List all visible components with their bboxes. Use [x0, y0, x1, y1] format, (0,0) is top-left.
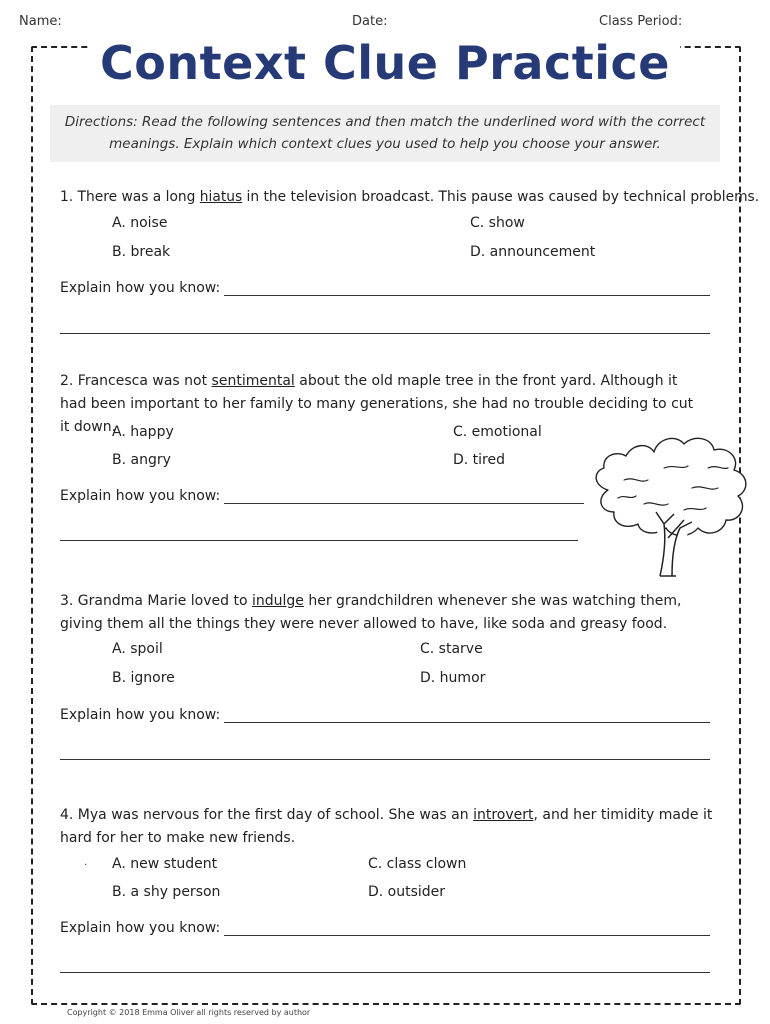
question-2-answer-line-1[interactable] — [224, 503, 584, 504]
question-3-explain-label: Explain how you know: — [60, 707, 221, 723]
question-4-answer-line-2[interactable] — [60, 972, 710, 973]
copyright-footer: Copyright © 2018 Emma Oliver all rights reserved by author — [67, 1008, 311, 1017]
question-4-explain-label: Explain how you know: — [60, 920, 221, 936]
question-1-explain-label: Explain how you know: — [60, 280, 221, 296]
page-title — [0, 36, 770, 90]
question-1-option-b[interactable]: B. break — [112, 244, 171, 260]
question-4-text — [60, 804, 720, 850]
question-4-option-a[interactable]: A. new student — [112, 856, 218, 872]
question-4-answer-line-1[interactable] — [224, 935, 710, 936]
class-period-label: Class Period: — [599, 14, 683, 29]
question-3-option-c[interactable]: C. starve — [420, 641, 483, 657]
directions-line-2: meanings. Explain which context clues you used to help you choose your answer. — [109, 136, 661, 152]
stray-mark: · — [84, 860, 88, 871]
question-3-option-a[interactable]: A. spoil — [112, 641, 163, 657]
question-1-option-d[interactable]: D. announcement — [470, 244, 596, 260]
question-2-option-c[interactable]: C. emotional — [453, 424, 542, 440]
question-3-post: her grandchildren whenever she was watching them, giving them all the things they were never allowed to have, like soda and greasy food. — [60, 593, 682, 632]
question-3-answer-line-1[interactable] — [224, 722, 710, 723]
question-1-pre: 1. There was a long — [60, 189, 200, 205]
question-2-post: about the old maple tree in the front yard. Although it had been important to her family to many generations, she had no trouble deciding to cut it down. — [60, 373, 694, 435]
question-4-option-d[interactable]: D. outsider — [368, 884, 446, 900]
question-2-option-b[interactable]: B. angry — [112, 452, 171, 468]
question-2-option-d[interactable]: D. tired — [453, 452, 506, 468]
question-1-option-c[interactable]: C. show — [470, 215, 525, 231]
page-title-text: Context Clue Practice — [90, 36, 680, 90]
question-1-target-word: hiatus — [199, 189, 243, 205]
question-2-target-word: sentimental — [211, 373, 295, 389]
question-1-answer-line-2[interactable] — [60, 333, 710, 334]
question-3-pre: 3. Grandma Marie loved to — [60, 593, 252, 609]
question-4-target-word: introvert — [473, 807, 534, 823]
question-4-pre: 4. Mya was nervous for the first day of school. She was an — [60, 807, 474, 823]
question-1-answer-line-1[interactable] — [224, 295, 710, 296]
question-3-text — [60, 590, 710, 636]
question-1-text — [60, 186, 760, 209]
question-3-target-word: indulge — [251, 593, 304, 609]
question-2-explain-label: Explain how you know: — [60, 488, 221, 504]
directions-line-1: Directions: Read the following sentences and then match the underlined word with the correct — [64, 114, 706, 130]
question-4-post: , and her timidity made it hard for her to make new friends. — [60, 807, 713, 846]
name-label: Name: — [19, 14, 62, 29]
question-3-option-b[interactable]: B. ignore — [112, 670, 175, 686]
question-4-option-b[interactable]: B. a shy person — [112, 884, 221, 900]
tree-icon — [588, 428, 756, 580]
question-1-post: in the television broadcast. This pause was caused by technical problems. — [242, 189, 760, 205]
directions-box — [50, 105, 720, 162]
question-2-option-a[interactable]: A. happy — [112, 424, 174, 440]
question-3-answer-line-2[interactable] — [60, 759, 710, 760]
date-label: Date: — [352, 14, 388, 29]
question-2-answer-line-2[interactable] — [60, 540, 578, 541]
question-4-option-c[interactable]: C. class clown — [368, 856, 467, 872]
question-1-option-a[interactable]: A. noise — [112, 215, 168, 231]
question-3-option-d[interactable]: D. humor — [420, 670, 486, 686]
question-2-pre: 2. Francesca was not — [60, 373, 212, 389]
